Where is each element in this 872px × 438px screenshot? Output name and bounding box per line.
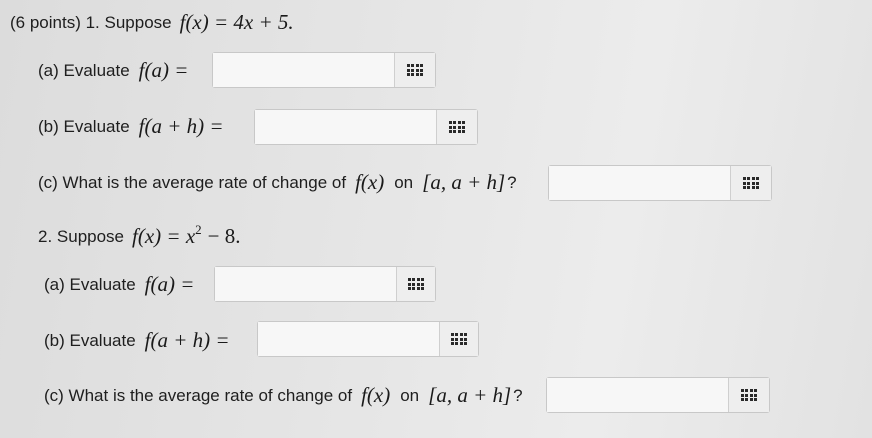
problem2-part-b-expr: f(a + h) =	[144, 328, 230, 352]
math-palette-button-2c[interactable]	[728, 378, 769, 412]
answer-input-2b[interactable]	[258, 322, 439, 356]
math-palette-button-1c[interactable]	[730, 166, 771, 200]
problem1-part-c-on: on	[394, 172, 414, 192]
problem2-part-c-interval: [a, a + h]	[428, 383, 512, 407]
grid-icon	[743, 177, 760, 189]
problem2-function-exp: 2	[195, 222, 202, 237]
problem2-part-a-label: (a) Evaluate	[44, 274, 136, 294]
problem2-part-c-on: on	[400, 385, 420, 405]
problem1-header	[10, 10, 294, 35]
problem1-header-text: (6 points) 1. Suppose	[10, 12, 172, 32]
problem2-part-b	[44, 328, 230, 353]
problem1-part-a-expr: f(a) =	[138, 58, 189, 82]
answer-box-2b	[257, 321, 479, 357]
math-palette-button-1a[interactable]	[394, 53, 435, 87]
problem2-part-c-label: (c) What is the average rate of change of	[44, 385, 353, 405]
problem2-part-c-q: ?	[513, 385, 523, 405]
problem1-part-b-label: (b) Evaluate	[38, 116, 130, 136]
problem1-part-c-interval: [a, a + h]	[422, 170, 506, 194]
problem1-function: f(x) = 4x + 5.	[179, 10, 294, 34]
problem2-header-text: 2. Suppose	[38, 226, 125, 246]
answer-input-2a[interactable]	[215, 267, 396, 301]
grid-icon	[407, 64, 424, 76]
problem1-part-c	[38, 170, 517, 195]
grid-icon	[741, 389, 758, 401]
math-palette-button-2b[interactable]	[439, 322, 478, 356]
problem2-part-a	[44, 272, 194, 297]
problem2-part-c-fx: f(x)	[361, 383, 391, 407]
math-palette-button-1b[interactable]	[436, 110, 477, 144]
problem2-part-b-label: (b) Evaluate	[44, 330, 136, 350]
problem2-header	[38, 224, 241, 249]
problem1-part-a-label: (a) Evaluate	[38, 60, 130, 80]
math-palette-button-2a[interactable]	[396, 267, 435, 301]
answer-box-2c	[546, 377, 770, 413]
problem1-part-c-q: ?	[507, 172, 517, 192]
problem2-function-tail: − 8.	[207, 224, 241, 248]
grid-icon	[408, 278, 425, 290]
grid-icon	[451, 333, 468, 345]
answer-input-1a[interactable]	[213, 53, 394, 87]
grid-icon	[449, 121, 466, 133]
answer-box-1b	[254, 109, 478, 145]
answer-input-2c[interactable]	[547, 378, 728, 412]
answer-box-2a	[214, 266, 436, 302]
problem1-part-c-label: (c) What is the average rate of change of	[38, 172, 347, 192]
answer-box-1c	[548, 165, 772, 201]
problem1-part-b-expr: f(a + h) =	[138, 114, 224, 138]
problem2-part-c	[44, 383, 523, 408]
problem1-part-b	[38, 114, 224, 139]
problem2-function-base: f(x) = x	[132, 224, 196, 248]
answer-input-1c[interactable]	[549, 166, 730, 200]
answer-input-1b[interactable]	[255, 110, 436, 144]
answer-box-1a	[212, 52, 436, 88]
problem2-part-a-expr: f(a) =	[144, 272, 195, 296]
problem1-part-a	[38, 58, 188, 83]
problem1-part-c-fx: f(x)	[355, 170, 385, 194]
